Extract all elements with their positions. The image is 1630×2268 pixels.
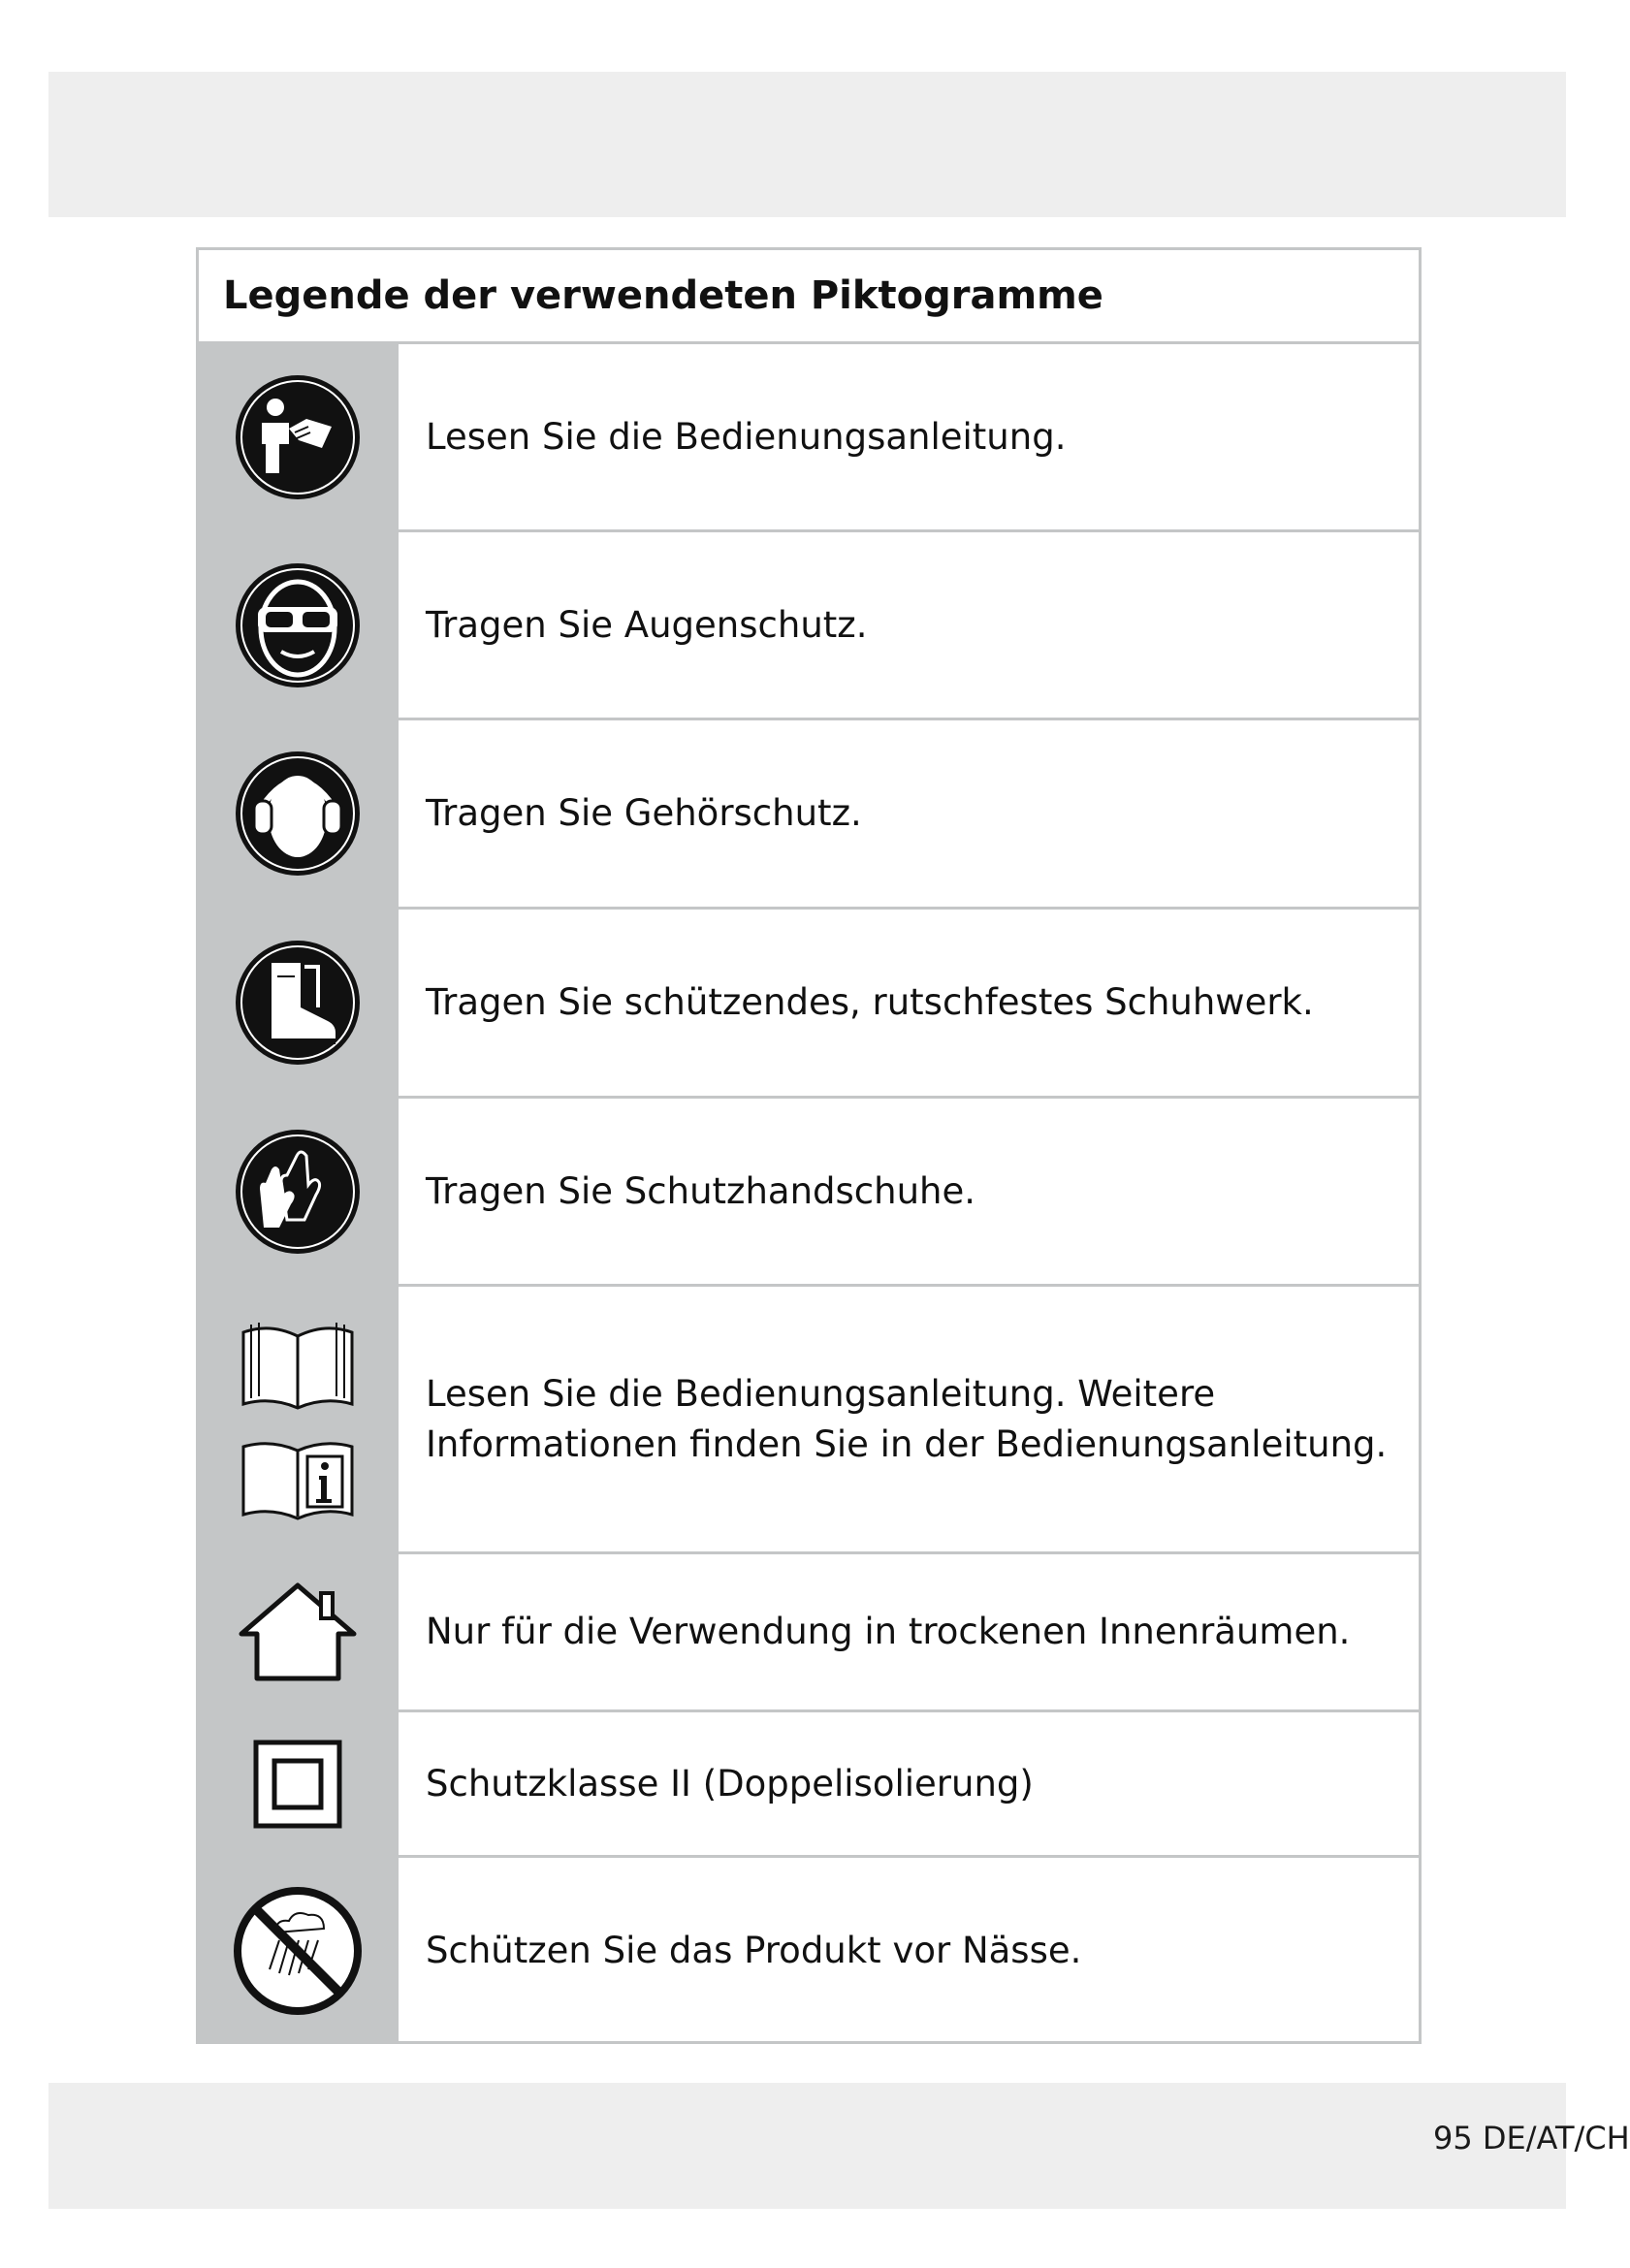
page-number: 95 DE/AT/CH — [1433, 2120, 1630, 2156]
legend-text-cell — [399, 1712, 1419, 1855]
legend-row — [199, 720, 1419, 910]
book-icons-group — [240, 1319, 356, 1520]
icon-cell — [199, 720, 399, 907]
legend-row — [199, 910, 1419, 1099]
icon-cell — [199, 1099, 399, 1284]
protection-class-2-icon — [253, 1740, 342, 1829]
legend-text-cell — [399, 1099, 1419, 1284]
legend-row — [199, 1554, 1419, 1712]
header-band — [48, 72, 1566, 217]
legend-text: Schutzklasse II (Doppelisolierung) — [426, 1762, 1034, 1805]
icon-cell — [199, 1858, 399, 2044]
no-rain-icon — [233, 1886, 363, 2016]
legend-text-cell — [399, 344, 1419, 529]
legend-text: Nur für die Verwendung in trockenen Innenräumen. — [426, 1611, 1351, 1652]
legend-text: Tragen Sie schützendes, rutschfestes Schuhwerk. — [426, 981, 1314, 1023]
icon-cell — [199, 1712, 399, 1855]
icon-cell — [199, 344, 399, 529]
legend-text-cell — [399, 1554, 1419, 1709]
info-book-icon — [240, 1437, 356, 1520]
legend-text: Lesen Sie die Bedienungsanleitung. Weitere Informationen finden Sie in der Bedienungsanleitung. — [426, 1372, 1388, 1465]
legend-text-cell — [399, 910, 1419, 1096]
legend-text: Tragen Sie Augenschutz. — [426, 603, 868, 646]
footer-band — [48, 2083, 1630, 2209]
legend-text-cell — [399, 1287, 1419, 1551]
icon-cell — [199, 910, 399, 1096]
icon-cell — [199, 532, 399, 718]
legend-text: Tragen Sie Schutzhandschuhe. — [426, 1169, 976, 1212]
legend-row — [199, 344, 1419, 532]
legend-text-cell — [399, 720, 1419, 907]
icon-cell — [199, 1287, 399, 1551]
legend-text-cell — [399, 532, 1419, 718]
safety-boot-icon — [233, 938, 363, 1068]
legend-text: Lesen Sie die Bedienungsanleitung. — [426, 415, 1067, 458]
eye-protection-icon — [233, 560, 363, 690]
legend-text: Tragen Sie Gehörschutz. — [426, 792, 862, 834]
read-manual-icon — [233, 372, 363, 502]
legend-row — [199, 1099, 1419, 1287]
gloves-icon — [233, 1127, 363, 1257]
legend-title: Legende der verwendeten Piktogramme — [223, 273, 1103, 318]
legend-row — [199, 1712, 1419, 1858]
legend-row — [199, 532, 1419, 720]
house-icon — [238, 1581, 358, 1682]
legend-row — [199, 1858, 1419, 2044]
legend-text-cell — [399, 1858, 1419, 2044]
pictogram-legend-table — [196, 247, 1422, 2044]
legend-header — [199, 250, 1419, 344]
hearing-protection-icon — [233, 749, 363, 878]
legend-text: Schützen Sie das Produkt vor Nässe. — [426, 1930, 1082, 1971]
book-icon — [240, 1319, 356, 1412]
icon-cell — [199, 1554, 399, 1709]
legend-row — [199, 1287, 1419, 1554]
